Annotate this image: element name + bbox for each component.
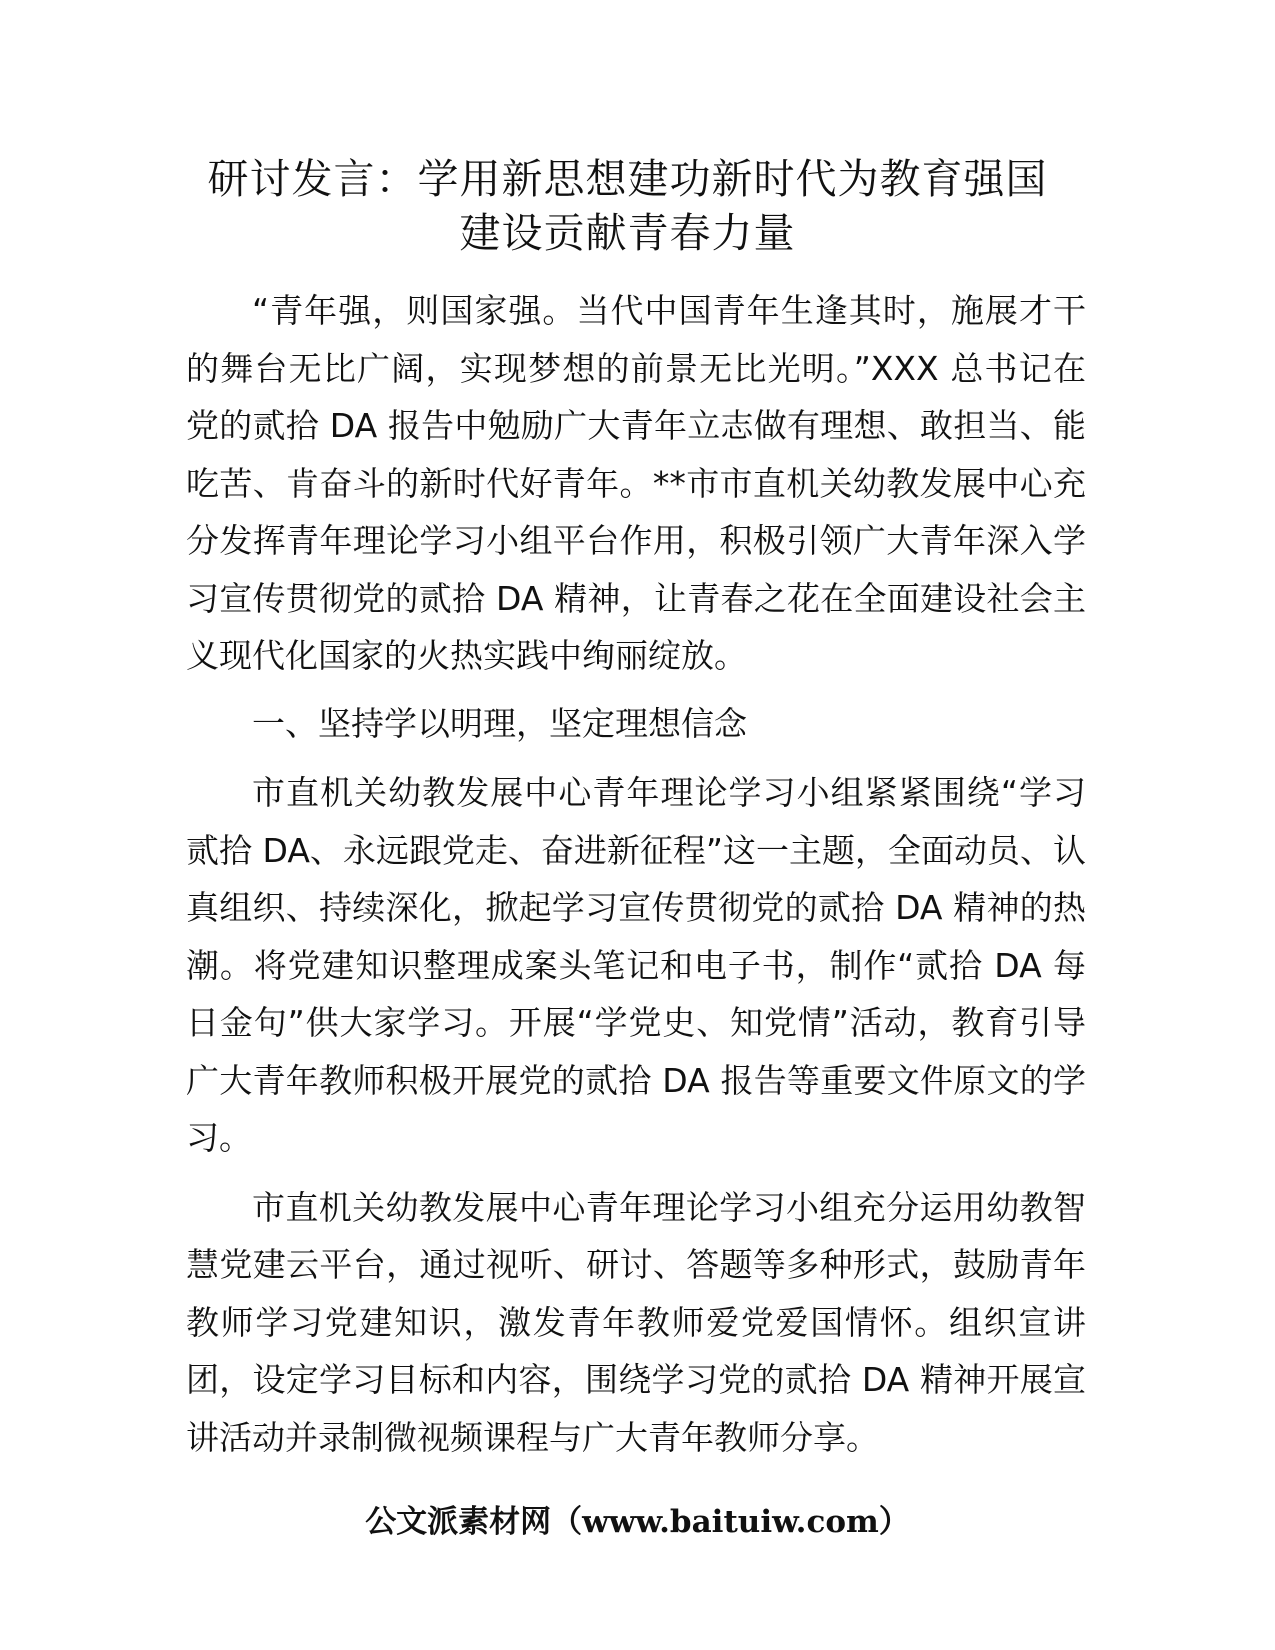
title-line-1: 研讨发言：学用新思想建功新时代为教育强国 [207, 155, 1048, 203]
footer-watermark: 公文派素材网（www.baituiw.com） [365, 1504, 910, 1540]
title-line-2: 建设贡献青春力量 [459, 209, 796, 257]
document-title [180, 152, 1075, 260]
section1-paragraph-2: 市直机关幼教发展中心青年理论学习小组充分运用幼教智慧党建云平台，通过视听、研讨、答题等多种形式，鼓励青年教师学习党建知识，激发青年教师爱党爱国情怀。组织宣讲团，设定学习目标和内容，围绕学习党的贰拾 DA 精神开展宣讲活动并录制微视频课程与广大青年教师分享。 [186, 1187, 1086, 1457]
section1-paragraph-1: 市直机关幼教发展中心青年理论学习小组紧紧围绕“学习贰拾 DA、永远跟党走、奋进新征程”这一主题，全面动员、认真组织、持续深化，掀起学习宣传贯彻党的贰拾 DA 精神的热潮。将党建知识整理成案头笔记和电子书，制作“贰拾 DA 每日金句”供大家学习。开展“学党史、知党情”活动，教育引导广大青年教师积极开展党的贰拾 DA 报告等重要文件原文的学习。 [186, 773, 1086, 1157]
document-body [186, 282, 1086, 1466]
intro-paragraph: “青年强，则国家强。当代中国青年生逢其时，施展才干的舞台无比广阔，实现梦想的前景无比光明。”XXX 总书记在党的贰拾 DA 报告中勉励广大青年立志做有理想、敢担当、能吃苦、肯奋斗的新时代好青年。**市市直机关幼教发展中心充分发挥青年理论学习小组平台作用，积极引领广大青年深入学习宣传贯彻党的贰拾 DA 精神，让青春之花在全面建设社会主义现代化国家的火热实践中绚丽绽放。 [186, 291, 1086, 675]
section-heading-1: 一、坚持学以明理，坚定理想信念 [252, 703, 747, 743]
